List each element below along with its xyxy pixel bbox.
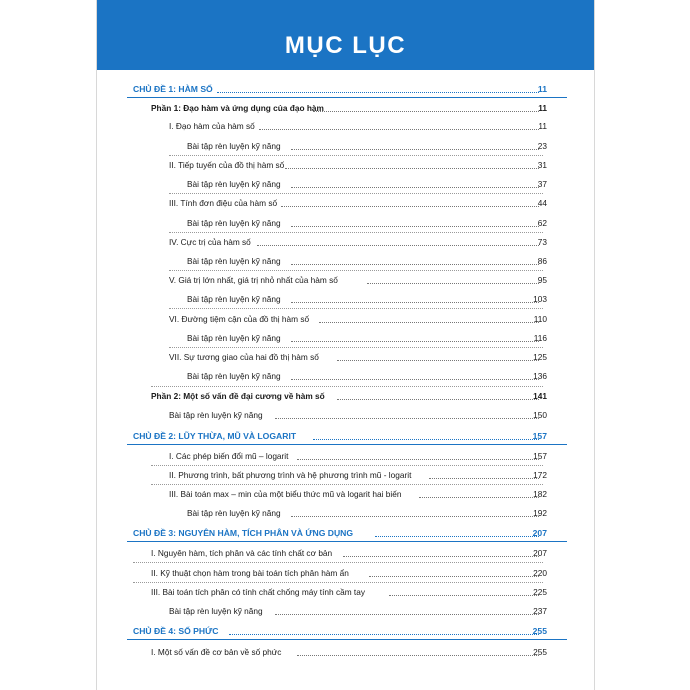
leader-dots: [257, 245, 539, 246]
toc-entry[interactable]: [97, 468, 594, 484]
toc-page-number: 31: [537, 160, 547, 170]
chapter-rule: [127, 97, 567, 98]
toc-label: Bài tập rèn luyện kỹ năng: [187, 256, 281, 266]
leader-dots: [291, 516, 539, 517]
leader-dots: [343, 556, 539, 557]
toc-label: Bài tập rèn luyện kỹ năng: [187, 141, 281, 151]
toc-page-number: 150: [533, 410, 547, 420]
toc-page-number: 255: [532, 626, 547, 636]
toc-label: Bài tập rèn luyện kỹ năng: [187, 371, 281, 381]
toc-page-number: 62: [537, 218, 547, 228]
toc-entry[interactable]: [97, 292, 594, 308]
leader-dots: [259, 129, 539, 130]
leader-dots: [297, 655, 539, 656]
leader-dots: [291, 226, 539, 227]
toc-entry[interactable]: [97, 566, 594, 582]
leader-dots: [313, 111, 539, 112]
toc-page-number: 110: [533, 314, 547, 324]
toc-page-number: 172: [533, 470, 547, 480]
toc-page-number: 192: [533, 508, 547, 518]
leader-dots: [275, 614, 539, 615]
toc-entry[interactable]: [97, 254, 594, 270]
toc-page-number: 157: [533, 451, 547, 461]
toc-label: V. Giá trị lớn nhất, giá trị nhỏ nhất của hàm số: [169, 275, 338, 285]
toc-page-number: 141: [533, 391, 547, 401]
chapter-rule: [127, 444, 567, 445]
toc-label: I. Đạo hàm của hàm số: [169, 121, 255, 131]
toc-label: Bài tập rèn luyện kỹ năng: [169, 410, 263, 420]
toc-chapter-2[interactable]: [97, 429, 594, 445]
toc-page-number: 11: [537, 84, 547, 94]
toc-label: I. Một số vấn đề cơ bản về số phức: [151, 647, 282, 657]
separator: [151, 465, 543, 466]
toc-page-number: 44: [537, 198, 547, 208]
toc-label: I. Nguyên hàm, tích phân và các tính chất cơ bản: [151, 548, 333, 558]
chapter-rule: [127, 541, 567, 542]
toc-label: CHỦ ĐỀ 2: LŨY THỪA, MŨ VÀ LOGARIT: [133, 431, 297, 441]
toc-label: Bài tập rèn luyện kỹ năng: [187, 333, 281, 343]
toc-page-number: 73: [537, 237, 547, 247]
leader-dots: [275, 418, 539, 419]
separator: [169, 308, 543, 309]
toc-entry[interactable]: [97, 449, 594, 465]
toc-page-number: 23: [537, 141, 547, 151]
separator: [169, 232, 543, 233]
toc-page-number: 86: [537, 256, 547, 266]
leader-dots: [229, 634, 539, 635]
toc-label: IV. Cực trị của hàm số: [169, 237, 251, 247]
toc-label: III. Bài toán max – min của một biểu thức mũ và logarit hai biến: [169, 489, 402, 499]
toc-chapter-1[interactable]: [97, 82, 594, 98]
toc-label: VII. Sự tương giao của hai đồ thị hàm số: [169, 352, 319, 362]
toc-label: Phần 2: Một số vấn đề đại cương về hàm số: [151, 391, 325, 401]
leader-dots: [281, 206, 539, 207]
toc-page-number: 37: [537, 179, 547, 189]
page-title: MỤC LỤC: [284, 32, 407, 59]
leader-dots: [291, 341, 539, 342]
separator: [169, 347, 543, 348]
toc-entry[interactable]: [97, 273, 594, 289]
separator: [169, 270, 543, 271]
separator: [133, 582, 543, 583]
toc-entry[interactable]: [97, 216, 594, 232]
toc-entry[interactable]: [97, 645, 594, 661]
toc-entry[interactable]: [97, 546, 594, 562]
separator: [133, 562, 543, 563]
leader-dots: [285, 168, 539, 169]
leader-dots: [319, 322, 539, 323]
toc-label: CHỦ ĐỀ 3: NGUYÊN HÀM, TÍCH PHÂN VÀ ỨNG DỤNG: [133, 528, 354, 538]
separator: [169, 193, 543, 194]
toc-entry[interactable]: [97, 408, 594, 424]
toc-label: Bài tập rèn luyện kỹ năng: [187, 179, 281, 189]
leader-dots: [337, 399, 539, 400]
toc-label: I. Các phép biến đổi mũ – logarit: [169, 451, 289, 461]
toc-label: III. Bài toán tích phân có tính chất chống máy tính cầm tay: [151, 587, 365, 597]
toc-entry[interactable]: [97, 235, 594, 251]
toc-label: Phần 1: Đạo hàm và ứng dụng của đạo hàm: [151, 103, 324, 113]
toc-label: Bài tập rèn luyện kỹ năng: [187, 508, 281, 518]
leader-dots: [375, 536, 539, 537]
toc-entry[interactable]: [97, 312, 594, 328]
toc-entry[interactable]: [97, 350, 594, 366]
toc-entry[interactable]: [97, 604, 594, 620]
toc-label: Bài tập rèn luyện kỹ năng: [187, 294, 281, 304]
toc-entry[interactable]: [97, 139, 594, 155]
toc-entry[interactable]: [97, 585, 594, 601]
toc-label: Bài tập rèn luyện kỹ năng: [169, 606, 263, 616]
toc-page-number: 157: [532, 431, 547, 441]
toc-part-1[interactable]: [97, 101, 594, 117]
toc-entry[interactable]: [97, 369, 594, 385]
toc-label: Bài tập rèn luyện kỹ năng: [187, 218, 281, 228]
separator: [151, 484, 543, 485]
toc-page-number: 136: [533, 371, 547, 381]
toc-page-number: 182: [533, 489, 547, 499]
toc-chapter-3[interactable]: [97, 526, 594, 542]
toc-page-number: 220: [533, 568, 547, 578]
separator: [169, 155, 543, 156]
toc-label: CHỦ ĐỀ 1: HÀM SỐ: [133, 84, 213, 94]
leader-dots: [337, 360, 539, 361]
toc-page-number: 103: [533, 294, 547, 304]
leader-dots: [291, 379, 539, 380]
separator: [151, 386, 543, 387]
toc-page-number: 207: [533, 548, 547, 558]
toc-page: [96, 0, 595, 690]
toc-page-number: 225: [533, 587, 547, 597]
toc-part-2[interactable]: [97, 389, 594, 405]
toc-page-number: 255: [533, 647, 547, 657]
toc-chapter-4[interactable]: [97, 624, 594, 640]
toc-label: CHỦ ĐỀ 4: SỐ PHỨC: [133, 626, 219, 636]
toc-label: II. Tiếp tuyến của đồ thị hàm số: [169, 160, 285, 170]
toc-entry[interactable]: [97, 177, 594, 193]
leader-dots: [217, 92, 539, 93]
toc-label: II. Phương trình, bất phương trình và hệ phương trình mũ - logarit: [169, 470, 412, 480]
toc-label: II. Kỹ thuật chọn hàm trong bài toán tích phân hàm ẩn: [151, 568, 349, 578]
toc-entry[interactable]: [97, 506, 594, 522]
leader-dots: [313, 439, 539, 440]
toc-entry[interactable]: [97, 331, 594, 347]
toc-page-number: 237: [533, 606, 547, 616]
toc-label: III. Tính đơn điệu của hàm số: [169, 198, 278, 208]
toc-page-number: 11: [538, 103, 547, 113]
leader-dots: [291, 264, 539, 265]
leader-dots: [369, 576, 539, 577]
toc-entry[interactable]: [97, 119, 594, 135]
leader-dots: [291, 187, 539, 188]
toc-label: VI. Đường tiệm cận của đồ thị hàm số: [169, 314, 310, 324]
leader-dots: [367, 283, 539, 284]
leader-dots: [291, 149, 539, 150]
header-banner: [97, 0, 594, 70]
toc-page-number: 11: [538, 121, 547, 131]
leader-dots: [297, 459, 539, 460]
toc-page-number: 116: [533, 333, 547, 343]
toc-entry[interactable]: [97, 158, 594, 174]
toc-page-number: 207: [532, 528, 547, 538]
toc-entry[interactable]: [97, 196, 594, 212]
leader-dots: [291, 302, 539, 303]
toc-page-number: 95: [537, 275, 547, 285]
toc-entry[interactable]: [97, 487, 594, 503]
chapter-rule: [127, 639, 567, 640]
toc-page-number: 125: [533, 352, 547, 362]
